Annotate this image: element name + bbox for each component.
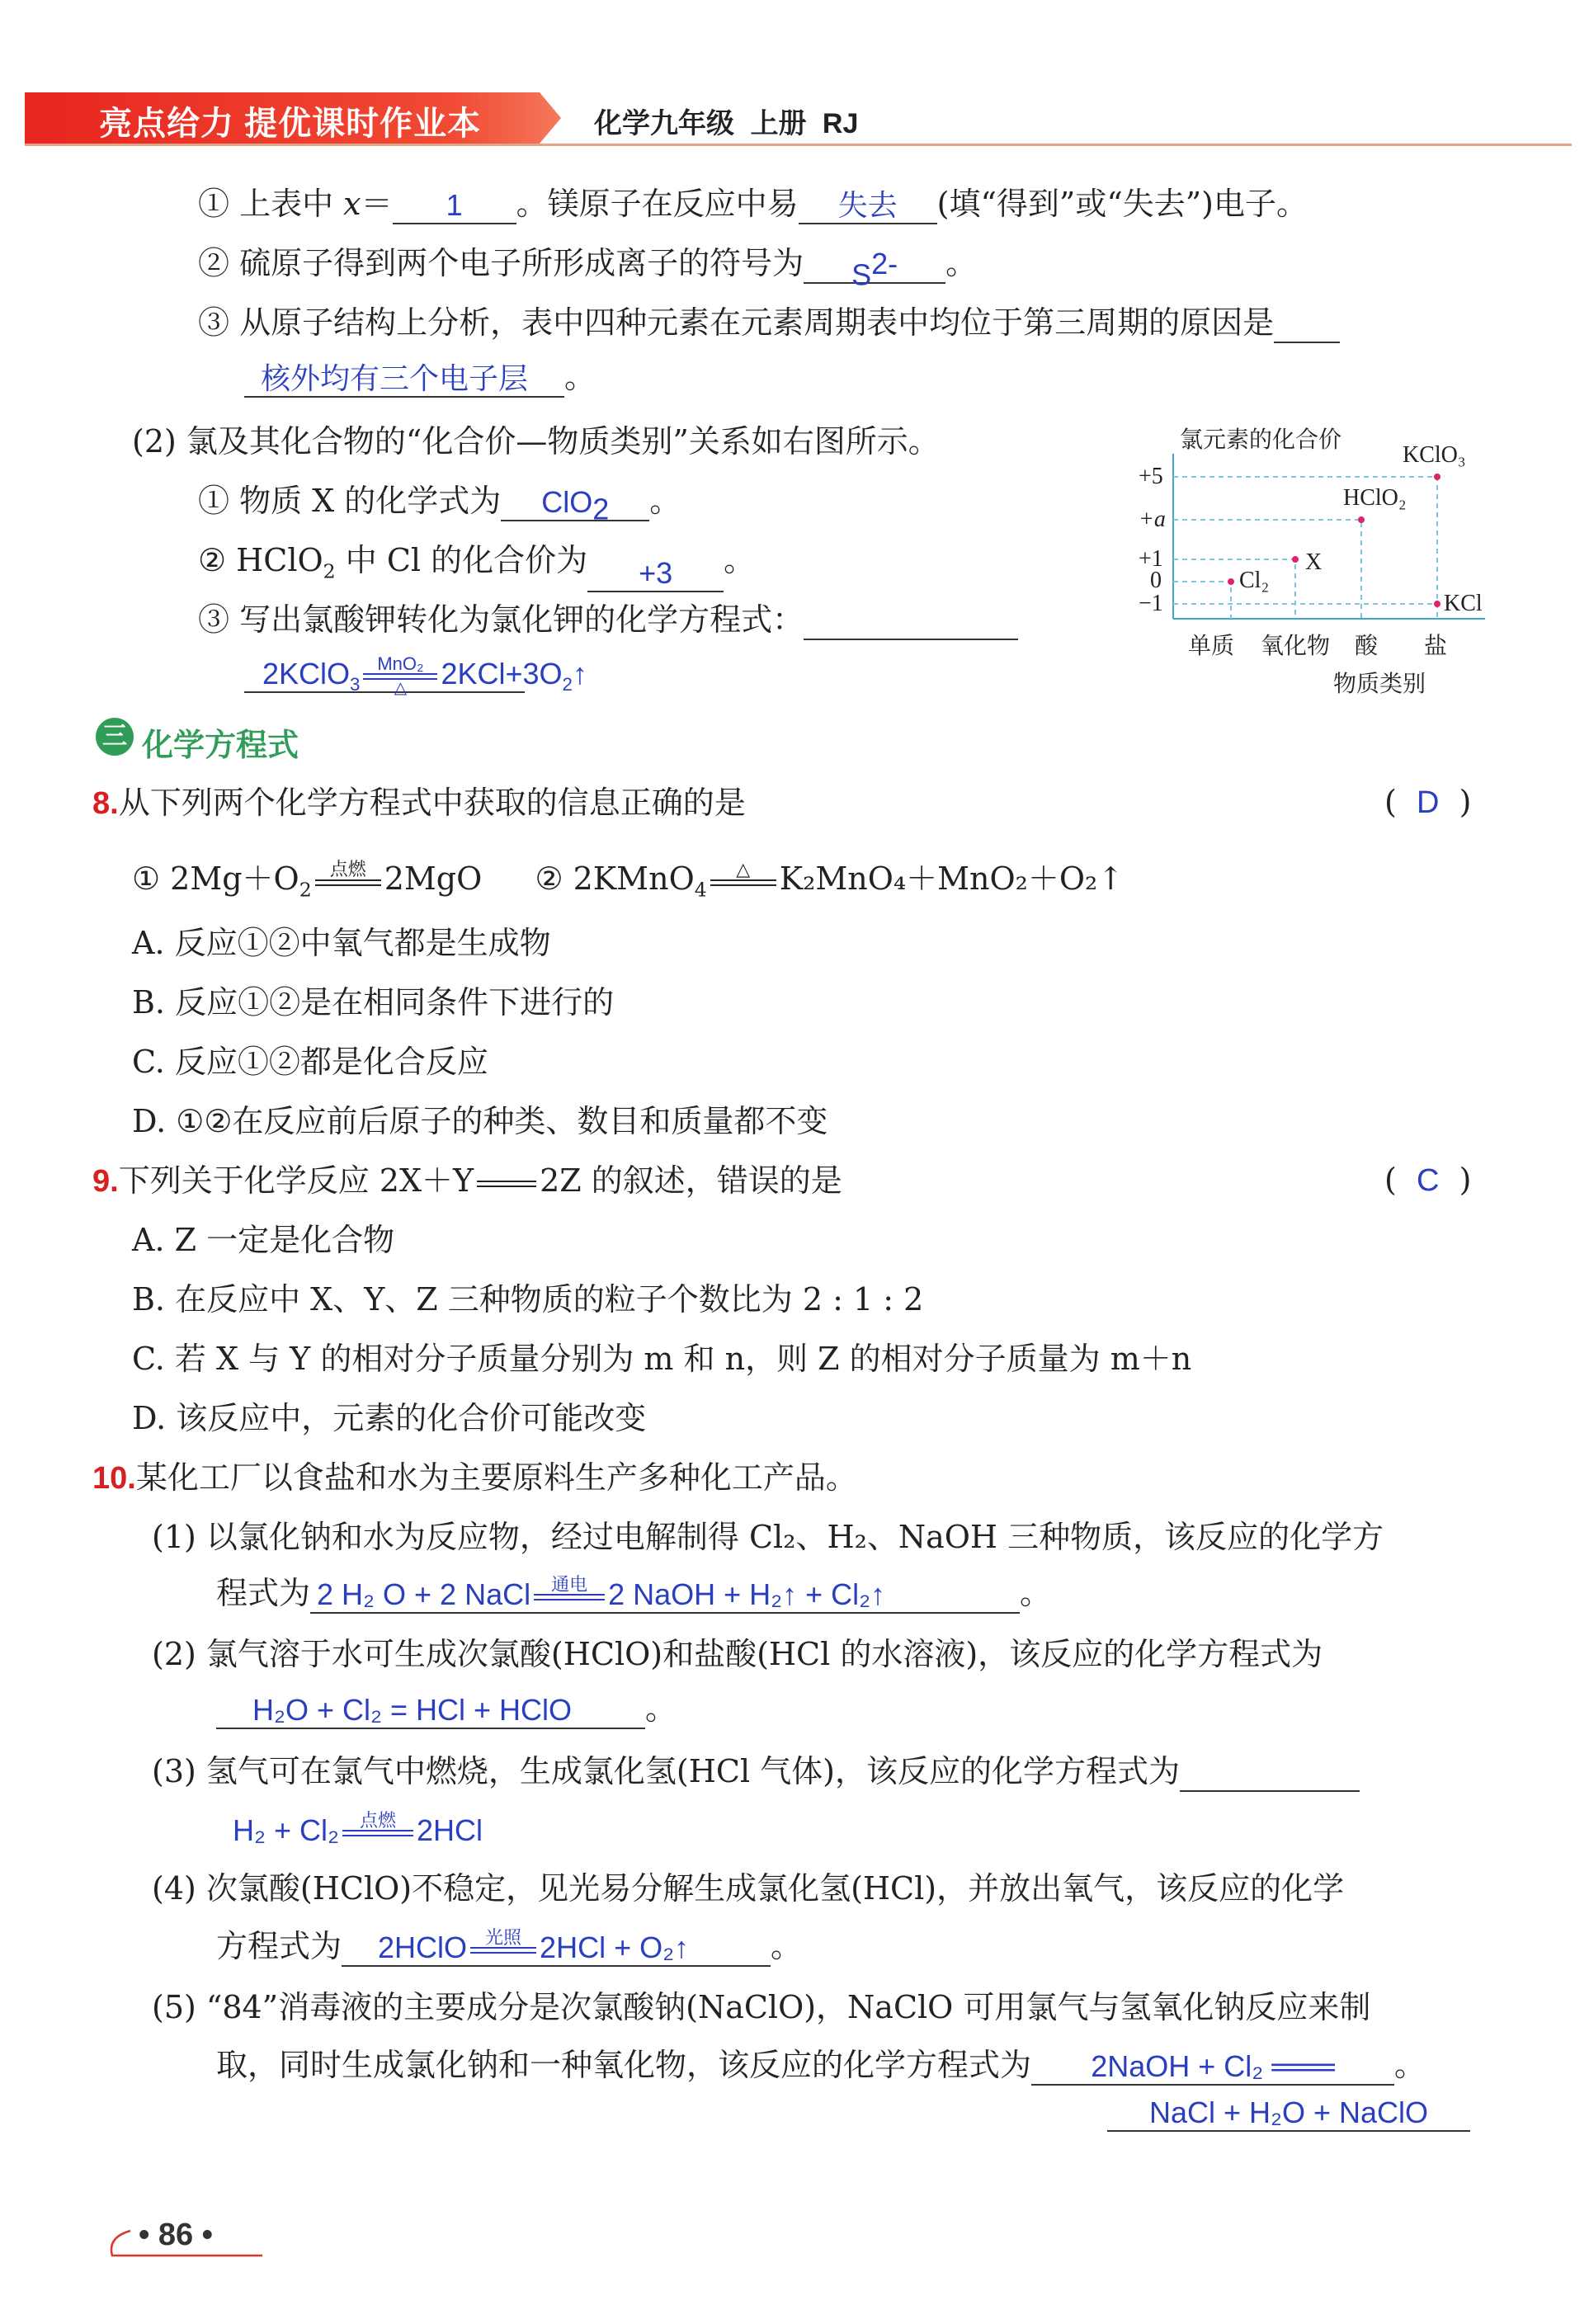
q8-option-c[interactable]: C. 反应①②都是化合反应 [132, 1044, 488, 1080]
q7-part2: (2) 氯及其化合物的“化合价—物质类别”关系如右图所示。 [132, 423, 940, 460]
answer-blank[interactable] [1274, 305, 1340, 343]
text: 2 [323, 559, 336, 583]
answer-blank[interactable] [244, 360, 564, 398]
book-subtitle: 化学九年级 上册 RJ [594, 108, 859, 139]
q9-option-a[interactable]: A. Z 一定是化合物 [132, 1222, 395, 1258]
chart-xlabel: 物质类别 [1333, 672, 1426, 697]
answer-blank[interactable] [804, 602, 1018, 640]
label-hclo2: HClO₂ [1343, 485, 1407, 511]
xcat: 单质 [1188, 634, 1235, 659]
text: ② HClO [198, 542, 323, 578]
condition-text: 通电 [551, 1574, 588, 1596]
q10-s4-l2 [216, 1926, 802, 1967]
text: (3) 氢气可在氯气中燃烧，生成氯化氢(HCl 气体)，该反应的化学方程式为 [152, 1753, 1181, 1789]
answer-text: 2 [562, 674, 573, 695]
equation-text: ② 2KMnO [535, 860, 695, 897]
answer-text: 2 [592, 492, 610, 526]
text: 。 [945, 245, 978, 281]
q8-option-a[interactable]: A. 反应①②中氧气都是生成物 [132, 925, 551, 961]
question-number: 8. [92, 786, 119, 821]
text: ② 硫原子得到两个电子所形成离子的符号为 [198, 245, 804, 281]
header-rule [25, 144, 1572, 146]
equation-text: 4 [694, 878, 707, 902]
equation-text: 2MgO [384, 860, 483, 897]
q9-option-d[interactable]: D. 该反应中，元素的化合价可能改变 [132, 1400, 647, 1436]
text: ① 上表中 [198, 186, 344, 222]
page-number: • 86 • [139, 2218, 213, 2252]
question-stem: 某化工厂以食盐和水为主要原料生产多种化工产品。 [135, 1459, 857, 1496]
equation-text: K₂MnO₄＋MnO₂＋O₂↑ [779, 860, 1125, 897]
valence-chart [1122, 412, 1510, 709]
answer-text: ↑ [572, 657, 587, 691]
text: 。 [1394, 2047, 1426, 2083]
condition-text: MnO₂ [377, 653, 424, 675]
guide-zero [1173, 582, 1231, 619]
q10-s3-l1 [152, 1751, 1360, 1792]
answer-text: 2HCl [416, 1813, 483, 1847]
ytick: +a [1139, 507, 1166, 532]
answer-blank[interactable] [244, 653, 587, 698]
answer-blank[interactable] [342, 1929, 771, 1967]
section-title: 化学方程式 [142, 728, 299, 763]
q9-stem [92, 1160, 842, 1202]
xcat: 酸 [1355, 634, 1379, 659]
answer-text: H₂ + Cl₂ [233, 1813, 339, 1847]
answer-blank[interactable] [804, 246, 945, 292]
q8-option-b[interactable]: B. 反应①②是在相同条件下进行的 [132, 984, 615, 1021]
var-x: x [343, 186, 361, 222]
text: 。 [724, 542, 756, 578]
q10-s1-l1: (1) 以氯化钠和水为反应物，经过电解制得 Cl₂、H₂、NaOH 三种物质，该反应的化学方 [152, 1519, 1384, 1555]
reaction-condition [710, 861, 776, 903]
label-kcl: KCl [1444, 591, 1483, 616]
answer-text: +3 [639, 555, 673, 590]
xcat: 盐 [1424, 634, 1448, 659]
answer-text: 3 [350, 674, 361, 695]
answer-text: 2KClO [262, 657, 351, 691]
q10-s2-l1: (2) 氯气溶于水可生成次氯酸(HClO)和盐酸(HCl 的水溶液)，该反应的化学方程式为 [152, 1636, 1323, 1672]
text: (填“得到”或“失去”)电子。 [936, 186, 1308, 222]
equation-text: ① 2Mg＋O [132, 860, 299, 897]
guide-plus1 [1173, 559, 1295, 619]
reaction-condition [534, 1576, 605, 1617]
q9-option-b[interactable]: B. 在反应中 X、Y、Z 三种物质的粒子个数比为 2 : 1 : 2 [132, 1281, 924, 1318]
q7-line2 [198, 243, 978, 292]
q10-stem [92, 1457, 857, 1499]
answer-text: 2KCl+3O [441, 657, 563, 691]
question-stem: 2Z 的叙述，错误的是 [540, 1162, 842, 1199]
label-kclo3: KClO₃ [1403, 442, 1466, 468]
q10-s5-l3 [1107, 2091, 1470, 2132]
answer-blank[interactable] [310, 1576, 1020, 1614]
answer-text: 2NaOH + Cl₂ ═══ [1091, 2049, 1335, 2083]
equation-text: 2 [299, 878, 312, 902]
condition-text: △ [394, 679, 408, 698]
reaction-condition [315, 861, 381, 903]
text: 方程式为 [216, 1928, 342, 1964]
q10-s1-l2 [216, 1572, 1051, 1614]
q10-s5-l2 [216, 2044, 1426, 2086]
answer-blank[interactable] [393, 186, 516, 224]
point-x [1292, 556, 1299, 563]
label-cl2: Cl₂ [1239, 568, 1270, 593]
text: 取，同时生成氯化钠和一种氧化物，该反应的化学方程式为 [216, 2047, 1032, 2083]
ytick: +5 [1139, 464, 1163, 489]
q9-answer-paren[interactable]: ( C ) [1384, 1162, 1472, 1198]
q7-line3b [244, 356, 596, 398]
q7-part2c [198, 599, 1018, 640]
q8-equations [132, 858, 1124, 911]
q7-part2a [198, 480, 681, 526]
reaction-condition [342, 1812, 413, 1853]
answer-blank[interactable] [216, 1691, 645, 1729]
answer-text: S [851, 257, 872, 292]
answer-text: NaCl + H₂O + NaClO [1148, 2095, 1429, 2129]
text: 。 [649, 483, 681, 519]
reaction-condition [470, 1929, 536, 1970]
chart-ylabel: 氯元素的化合价 [1180, 427, 1342, 453]
condition-text: △ [736, 859, 751, 880]
q8-answer-paren[interactable]: ( D ) [1384, 784, 1472, 820]
xcat: 氧化物 [1261, 634, 1331, 659]
answer-blank[interactable] [1180, 1754, 1360, 1792]
q7-line1 [198, 183, 1308, 224]
q8-stem [92, 782, 746, 824]
answer-blank[interactable] [501, 483, 649, 526]
answer-text: 核外均有三个电子层 [261, 361, 529, 395]
ytick: 0 [1150, 568, 1162, 593]
text: 。 [645, 1690, 677, 1727]
q10-s2-l2 [216, 1688, 677, 1729]
answer-text: C [1416, 1163, 1440, 1198]
answer-text: 2 H₂ O + 2 NaCl [317, 1577, 531, 1611]
book-title: 亮点给力 提优课时作业本 [99, 106, 482, 142]
answer-text: 失去 [837, 188, 898, 222]
q7-part2b [198, 540, 755, 592]
condition-text: 点燃 [359, 1810, 396, 1831]
q10-s3-l2 [216, 1807, 579, 1848]
answer-blank[interactable] [216, 1812, 579, 1848]
question-number: 9. [92, 1164, 119, 1199]
text: 。 [771, 1928, 803, 1964]
answer-text: 2HCl + O₂↑ [540, 1930, 690, 1964]
answer-blank[interactable] [799, 186, 937, 224]
equals-sign [477, 1181, 536, 1187]
point-kclo3 [1434, 474, 1440, 480]
question-number: 10. [92, 1461, 136, 1496]
text: ③ 写出氯酸钾转化为氯化钾的化学方程式： [198, 601, 804, 638]
text: ① 物质 X 的化学式为 [198, 483, 502, 519]
text: 程式为 [216, 1575, 311, 1611]
text: ＝ [361, 186, 393, 222]
reaction-condition [363, 655, 437, 696]
question-stem: 下列关于化学反应 2X＋Y [118, 1162, 474, 1199]
section-badge: 三 [96, 718, 134, 756]
point-hclo2 [1358, 516, 1365, 523]
ytick: +1 [1139, 546, 1163, 572]
answer-text: 2HClO [378, 1930, 468, 1964]
point-cl2 [1228, 578, 1234, 585]
answer-blank[interactable] [587, 554, 724, 592]
q9-option-c[interactable]: C. 若 X 与 Y 的相对分子质量分别为 m 和 n，则 Z 的相对分子质量为 m＋n [132, 1341, 1192, 1377]
q10-s5-l1: (5) “84”消毒液的主要成分是次氯酸钠(NaClO)，NaClO 可用氯气与氢氧化钠反应来制 [152, 1989, 1371, 2025]
text: 。 [1020, 1575, 1052, 1611]
condition-text: 点燃 [329, 859, 366, 880]
q10-s4-l1: (4) 次氯酸(HClO)不稳定，见光易分解生成氯化氢(HCl)，并放出氧气，该反应的化学 [152, 1870, 1345, 1907]
answer-text: ClO [541, 485, 593, 519]
q8-option-d[interactable]: D. ①②在反应前后原子的种类、数目和质量都不变 [132, 1103, 828, 1139]
answer-text: 1 [446, 188, 463, 222]
q7-part2c-answer [244, 652, 587, 698]
answer-blank[interactable] [1031, 2048, 1394, 2086]
ytick: −1 [1139, 591, 1163, 616]
answer-blank[interactable] [1107, 2094, 1470, 2132]
point-kcl [1434, 601, 1440, 607]
label-x: X [1305, 549, 1323, 575]
text: 。 [564, 359, 596, 395]
q7-line3 [198, 302, 1340, 343]
question-stem: 从下列两个化学方程式中获取的信息正确的是 [118, 785, 746, 821]
text: 。镁原子在反应中易 [516, 186, 799, 222]
answer-text: D [1416, 785, 1440, 820]
condition-text: 光照 [485, 1927, 522, 1949]
text: 中 Cl 的化合价为 [335, 542, 588, 578]
answer-text: 2- [871, 247, 898, 280]
answer-text: 2 NaOH + H₂↑ + Cl₂↑ [608, 1577, 886, 1611]
answer-text: H₂O + Cl₂ = HCl + HClO [252, 1693, 573, 1727]
text: ③ 从原子结构上分析，表中四种元素在元素周期表中均位于第三周期的原因是 [198, 304, 1275, 341]
